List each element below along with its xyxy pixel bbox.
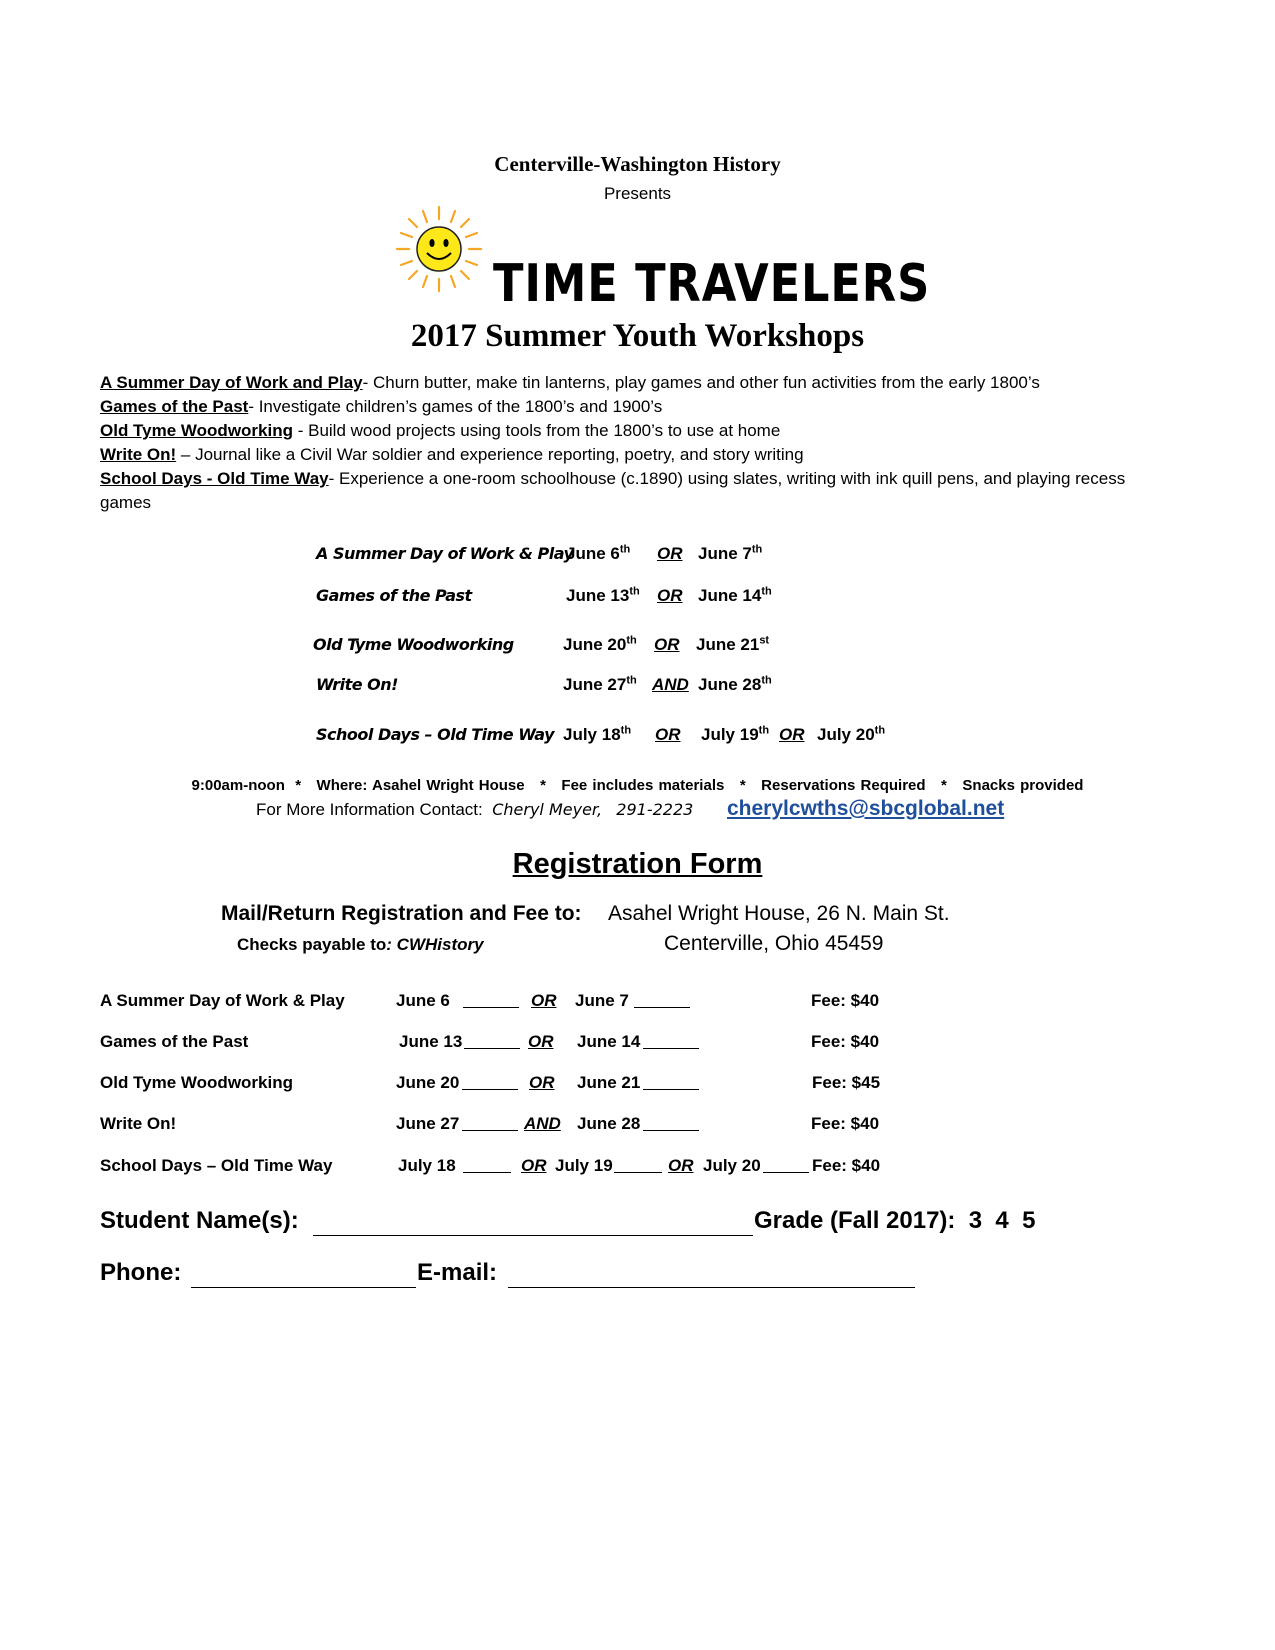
student-name-field[interactable] bbox=[313, 1213, 753, 1236]
date-blank[interactable] bbox=[464, 1032, 520, 1049]
student-name-label: Student Name(s): bbox=[100, 1207, 299, 1234]
registration-row: Write On! June 27 AND June 28 Fee: $40 bbox=[100, 1114, 880, 1133]
date-blank[interactable] bbox=[643, 1114, 699, 1131]
schedule-row: Old Tyme Woodworking June 20th OR June 21st bbox=[313, 634, 770, 654]
phone-label: Phone: bbox=[100, 1259, 182, 1286]
registration-row: A Summer Day of Work & Play June 6 OR June 7 Fee: $40 bbox=[100, 991, 880, 1010]
contact-line bbox=[256, 800, 693, 820]
contact-email-link[interactable]: cherylcwths@sbcglobal.net bbox=[727, 797, 1005, 820]
grade-label: Grade (Fall 2017): 3 4 5 bbox=[754, 1207, 1036, 1234]
schedule-row: A Summer Day of Work & Play June 6th OR June 7th bbox=[316, 543, 763, 563]
contact-label: For More Information Contact: bbox=[256, 800, 483, 819]
date-blank[interactable] bbox=[643, 1032, 699, 1049]
time-travelers-logo: TIME TRAVELERS bbox=[493, 254, 931, 314]
date-blank[interactable] bbox=[463, 1156, 511, 1173]
description-item: A Summer Day of Work and Play- Churn butter, make tin lanterns, play games and other fun activities from the early 1800’s bbox=[100, 373, 1040, 392]
smiling-sun-icon bbox=[393, 203, 485, 295]
presents-label: Presents bbox=[603, 184, 672, 203]
date-blank[interactable] bbox=[634, 991, 690, 1008]
registration-row: School Days – Old Time Way July 18 OR July 19 OR July 20 Fee: $40 bbox=[100, 1156, 881, 1175]
registration-title: Registration Form bbox=[512, 848, 763, 880]
email-label: E-mail: bbox=[417, 1259, 498, 1286]
schedule-row: School Days – Old Time Way July 18th OR July 19th OR July 20th bbox=[316, 724, 886, 744]
schedule-row: Write On! June 27th AND June 28th bbox=[316, 674, 772, 694]
organization-title: Centerville-Washington History bbox=[494, 152, 781, 176]
date-blank[interactable] bbox=[462, 1114, 518, 1131]
description-item: School Days - Old Time Way- Experience a one-room schoolhouse (c.1890) using slates, writing with ink quill pens, and playing recess games bbox=[100, 469, 1126, 512]
description-item: Old Tyme Woodworking - Build wood projects using tools from the 1800’s to use at home bbox=[100, 421, 781, 440]
date-blank[interactable] bbox=[614, 1156, 662, 1173]
description-item: Write On! – Journal like a Civil War soldier and experience reporting, poetry, and story writing bbox=[100, 445, 804, 464]
mail-label: Mail/Return Registration and Fee to: bbox=[221, 902, 582, 925]
date-blank[interactable] bbox=[463, 991, 519, 1008]
contact-person: Cheryl Meyer, bbox=[492, 800, 603, 819]
email-field[interactable] bbox=[508, 1265, 915, 1288]
checks-payable: Checks payable to: CWHistory bbox=[237, 935, 484, 954]
date-blank[interactable] bbox=[643, 1073, 699, 1090]
contact-phone: 291-2223 bbox=[616, 800, 694, 819]
schedule-row: Games of the Past June 13th OR June 14th bbox=[316, 585, 772, 605]
mail-address-line1: Asahel Wright House, 26 N. Main St. bbox=[608, 902, 950, 925]
registration-row: Old Tyme Woodworking June 20 OR June 21 Fee: $45 bbox=[100, 1073, 881, 1092]
mail-address-line2: Centerville, Ohio 45459 bbox=[664, 932, 884, 955]
phone-field[interactable] bbox=[191, 1265, 416, 1288]
workshop-info-line: 9:00am-noon * Where: Asahel Wright House * Fee includes materials * Reservations Required * Snacks provided bbox=[191, 777, 1084, 794]
date-blank[interactable] bbox=[763, 1156, 809, 1173]
workshop-descriptions bbox=[100, 371, 1180, 515]
page-subtitle: 2017 Summer Youth Workshops bbox=[410, 318, 865, 354]
description-item: Games of the Past- Investigate children’s games of the 1800’s and 1900’s bbox=[100, 397, 663, 416]
registration-row: Games of the Past June 13 OR June 14 Fee: $40 bbox=[100, 1032, 880, 1051]
date-blank[interactable] bbox=[462, 1073, 518, 1090]
